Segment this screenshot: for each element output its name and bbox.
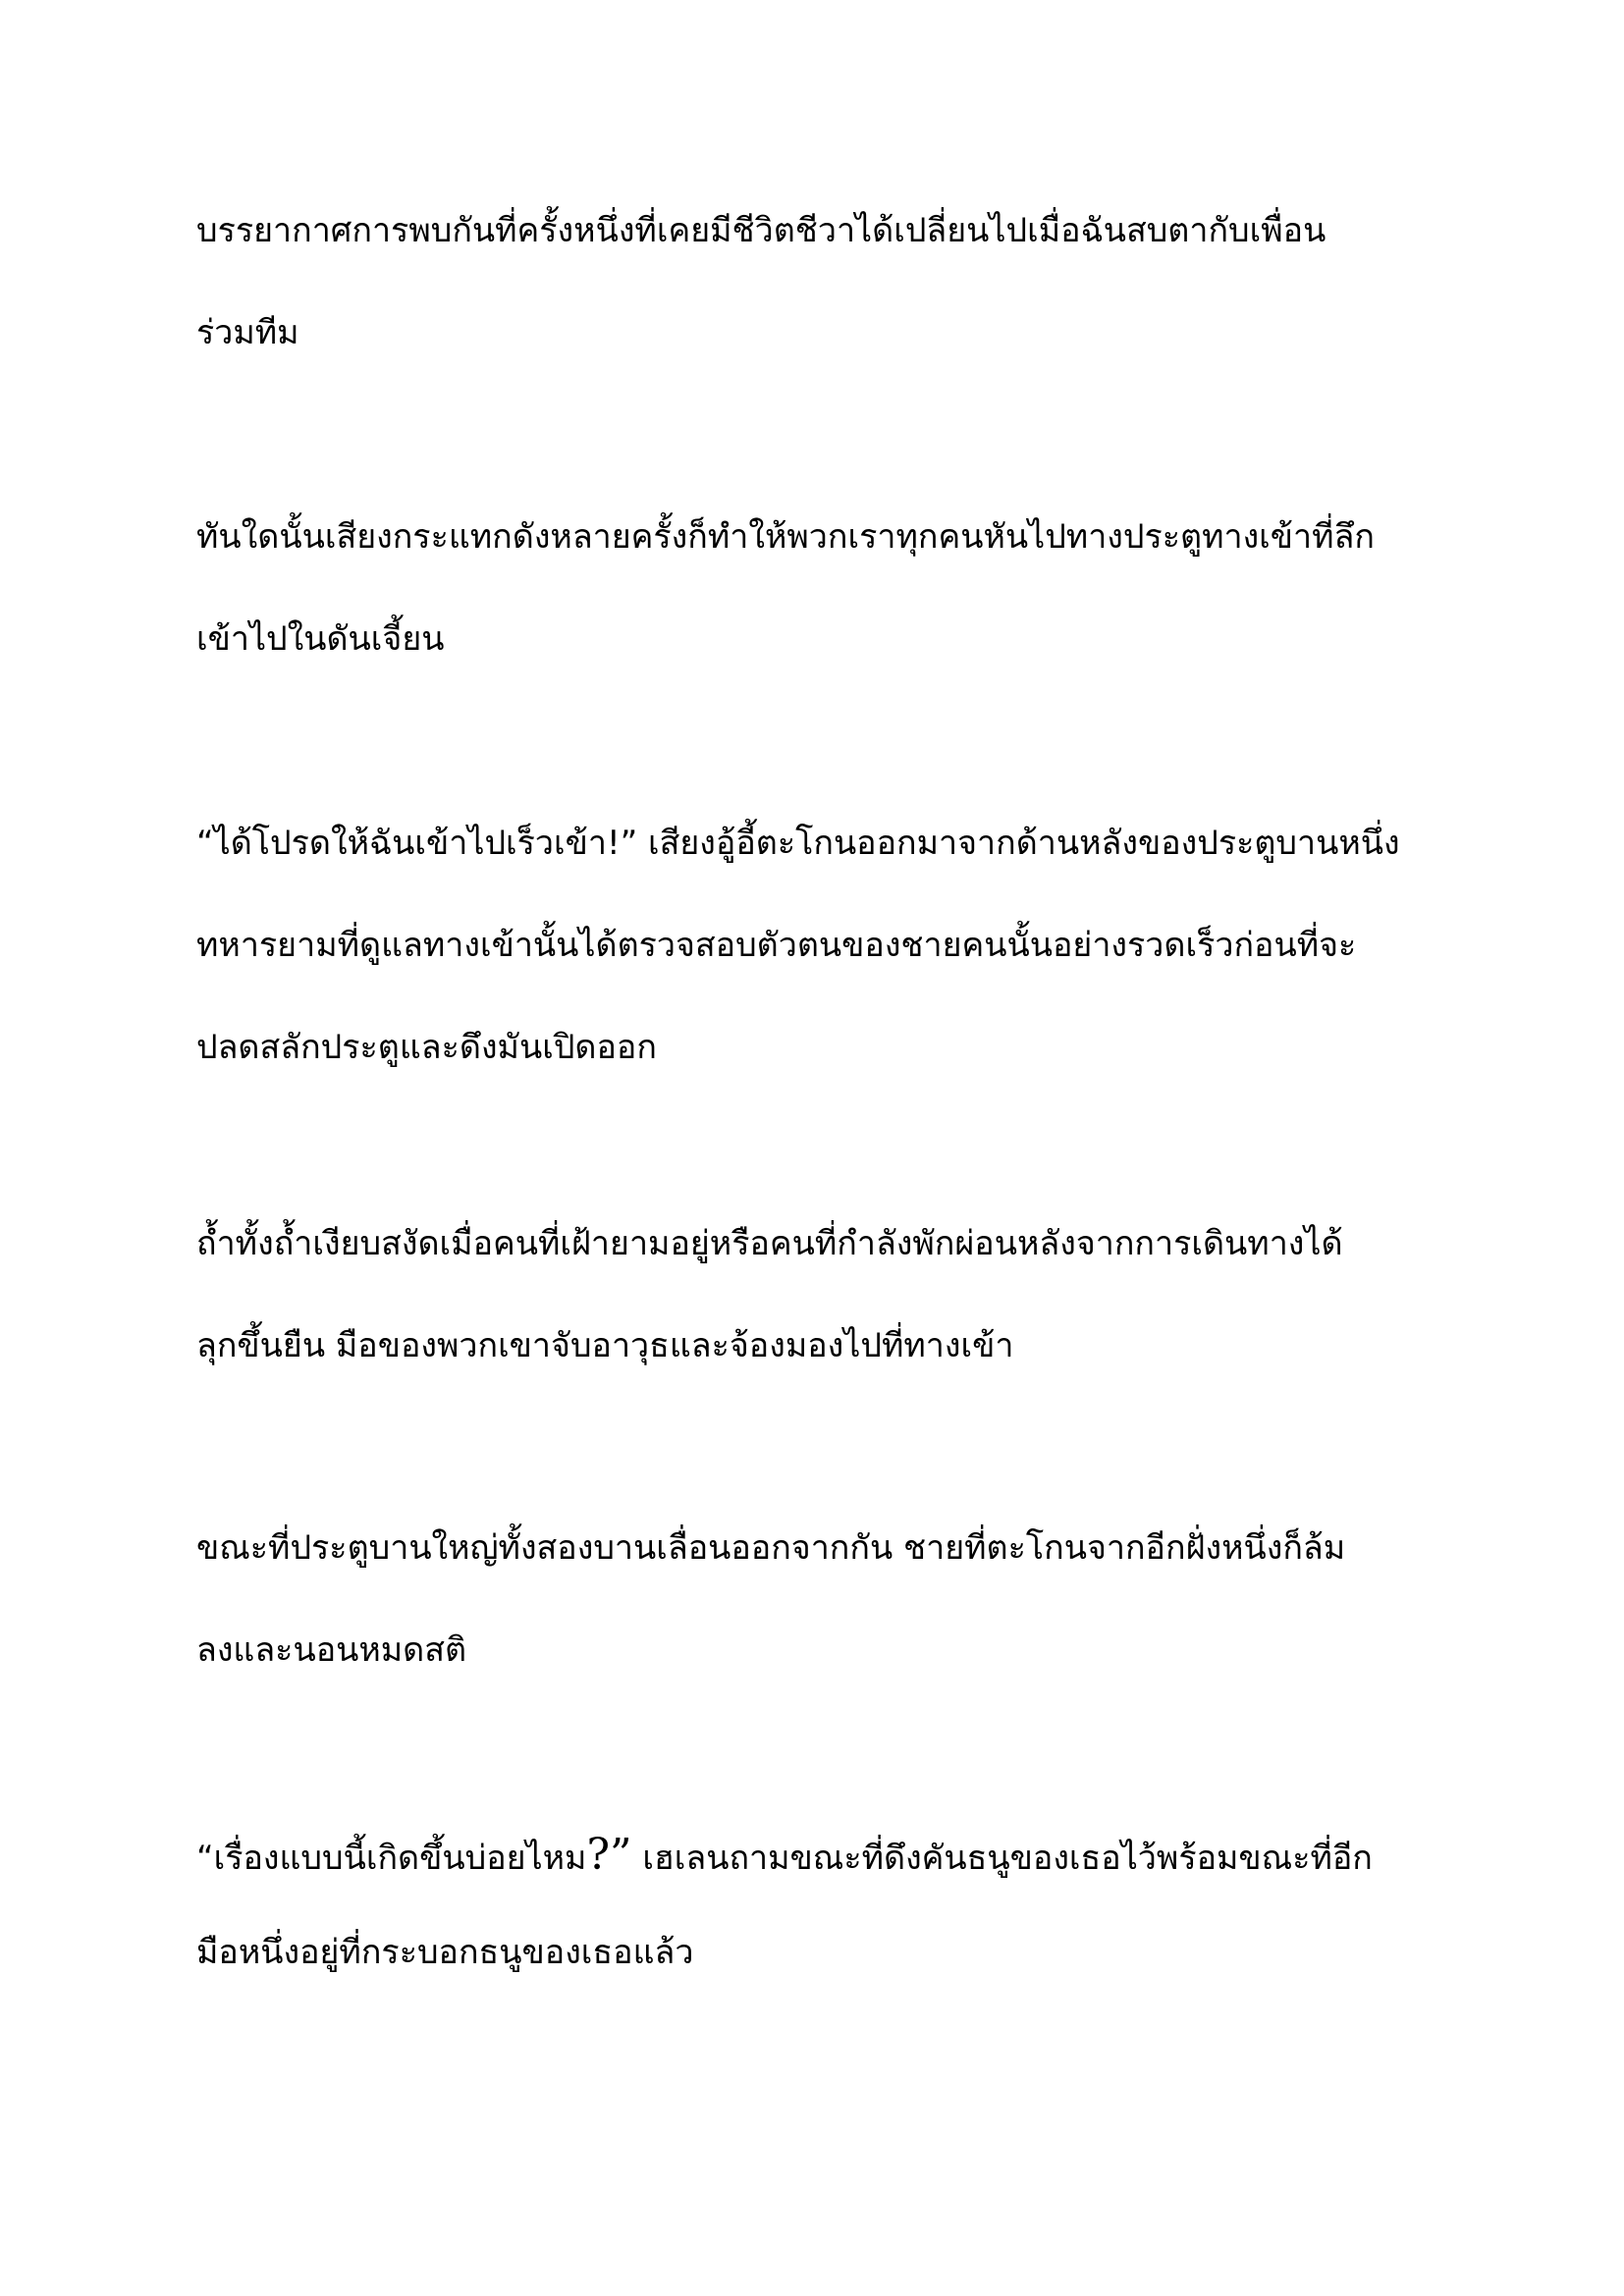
paragraph-2: [196, 517, 1473, 724]
paragraph-4: [196, 1224, 1473, 1431]
text-line: “ได้โปรดให้ฉันเข้าไปเร็วเข้า!” เสียงอู้อี้ตะโกนออกมาจากด้านหลังของประตูบานหนึ่ง: [196, 824, 1400, 863]
text-line: ถ้ำทั้งถ้ำเงียบสงัดเมื่อคนที่เฝ้ายามอยู่หรือคนที่กำลังพักผ่อนหลังจากการเดินทางได้: [196, 1224, 1343, 1263]
text-line: เข้าไปในดันเจี้ยน: [196, 619, 445, 659]
question-mark: ?”: [586, 1830, 632, 1880]
text-line: [196, 1830, 1473, 1936]
paragraph-6: [196, 1830, 1473, 2038]
text-line: ขณะที่ประตูบานใหญ่ทั้งสองบานเลื่อนออกจากกัน ชายที่ตะโกนจากอีกฝั่งหนึ่งก็ล้ม: [196, 1528, 1346, 1568]
paragraph-3: [196, 824, 1473, 1133]
text-line: มือหนึ่งอยู่ที่กระบอกธนูของเธอแล้ว: [196, 1933, 694, 1972]
text-segment: เฮเลนถามขณะที่ดึงคันธนูของเธอไว้พร้อมขณะที่อีก: [631, 1839, 1373, 1878]
text-line: ทันใดนั้นเสียงกระแทกดังหลายครั้งก็ทำให้พวกเราทุกคนหันไปทางประตูทางเข้าที่ลึก: [196, 517, 1375, 557]
text-segment: “เรื่องแบบนี้เกิดขึ้นบ่อยไหม: [196, 1839, 587, 1878]
paragraph-5: [196, 1528, 1473, 1735]
text-line: บรรยากาศการพบกันที่ครั้งหนึ่งที่เคยมีชีวิตชีวาได้เปลี่ยนไปเมื่อฉันสบตากับเพื่อน: [196, 211, 1326, 250]
text-line: ปลดสลักประตูและดึงมันเปิดออก: [196, 1028, 657, 1067]
text-line: ทหารยามที่ดูแลทางเข้านั้นได้ตรวจสอบตัวตนของชายคนนั้นอย่างรวดเร็วก่อนที่จะ: [196, 926, 1357, 965]
text-line: ลุกขึ้นยืน มือของพวกเขาจับอาวุธและจ้องมองไปที่ทางเข้า: [196, 1326, 1014, 1365]
text-line: ร่วมทีม: [196, 313, 299, 352]
text-line: ลงและนอนหมดสติ: [196, 1630, 467, 1670]
paragraph-1: [196, 211, 1473, 418]
